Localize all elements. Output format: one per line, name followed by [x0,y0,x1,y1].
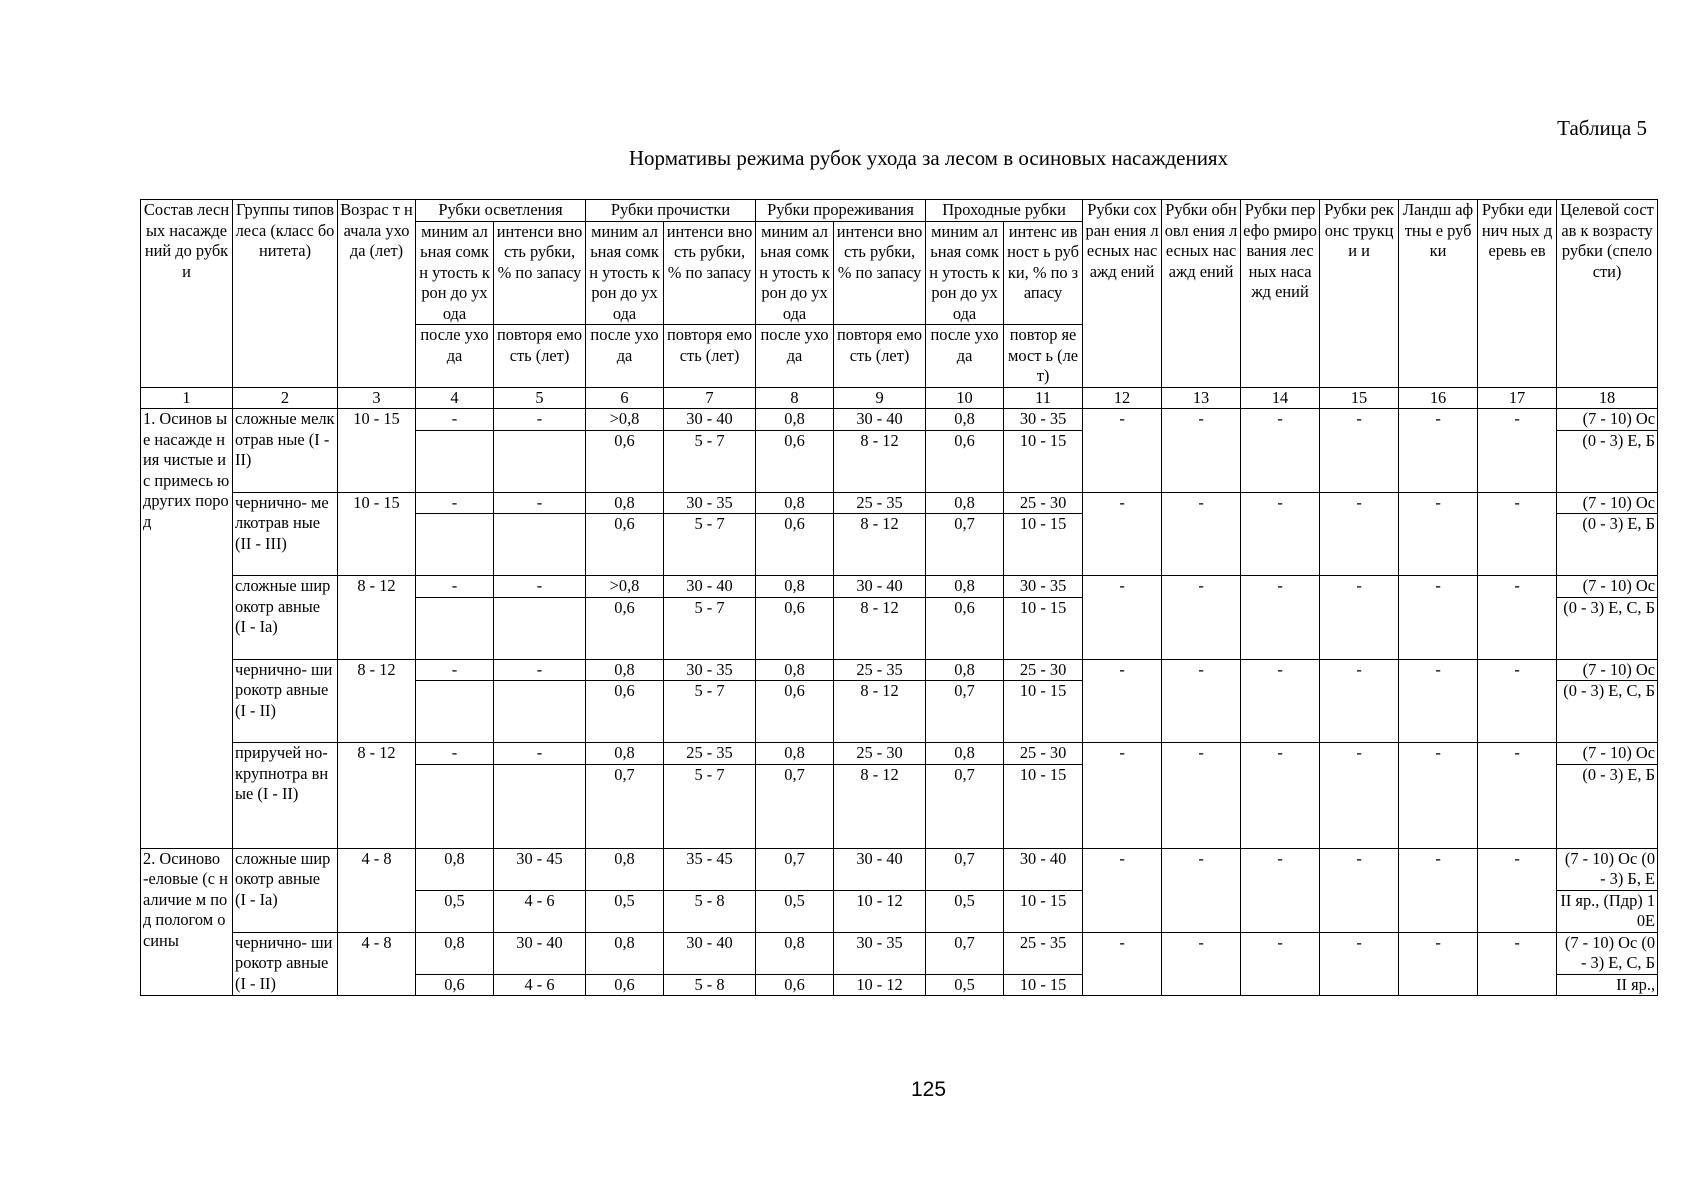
value-cell: 25 - 35 [664,743,756,765]
column-number-16: 16 [1399,387,1478,409]
value-cell: 0,6 [756,597,834,659]
value-cell: 0,8 [586,848,664,890]
header-repeat: повторя емость (лет) [834,325,926,388]
value-cell: - [1478,743,1557,849]
value-cell: 30 - 40 [834,848,926,890]
header-landscape: Ландш афтны е рубки [1399,200,1478,388]
value-cell: 0,6 [926,430,1004,492]
group-label: 2. Осиново -еловые (с наличие м под пологом осины [141,848,233,996]
forest-type-cell: приручей но- крупнотра вные (I - II) [233,743,338,849]
value-cell: 30 - 35 [834,932,926,974]
value-cell: 0,8 [756,659,834,681]
value-cell: - [1083,492,1162,576]
header-repeat: повторя емость (лет) [494,325,586,388]
value-cell: 30 - 40 [664,409,756,431]
column-number-11: 11 [1004,387,1083,409]
value-cell: 0,7 [926,848,1004,890]
value-cell: 10 - 15 [1004,890,1083,932]
value-cell: 0,8 [926,492,1004,514]
header-after-care: после ухода [756,325,834,388]
header-min-density: миним альная сомкн утость крон до ухода [926,221,1004,325]
value-cell: 0,6 [586,681,664,743]
value-cell: 8 - 12 [834,764,926,848]
column-number-row [141,387,1658,409]
value-cell: 25 - 35 [834,659,926,681]
value-cell: 10 - 15 [1004,597,1083,659]
table-row [141,848,1658,890]
start-age-cell: 8 - 12 [338,743,416,849]
value-cell: - [1320,409,1399,493]
header-intensity: интенси вность рубки, % по запасу [834,221,926,325]
value-cell: (0 - 3) Е, С, Б [1557,597,1658,659]
value-cell: 0,8 [586,659,664,681]
header-target: Целевой состав к возрасту рубки (спелости) [1557,200,1658,388]
value-cell: 0,6 [586,430,664,492]
value-cell: - [1241,659,1320,743]
header-repeat: повтор яемост ь (лет) [1004,325,1083,388]
forest-type-cell: сложные мелкотрав ные (I - II) [233,409,338,493]
value-cell: - [1162,932,1241,996]
value-cell: 0,8 [756,743,834,765]
start-age-cell: 10 - 15 [338,492,416,576]
value-cell: 0,6 [586,974,664,996]
value-cell: 0,8 [586,743,664,765]
value-cell: - [1241,576,1320,660]
value-cell: - [1162,576,1241,660]
value-cell: 0,7 [926,514,1004,576]
value-cell [494,597,586,659]
value-cell: 0,8 [586,492,664,514]
value-cell: - [1162,492,1241,576]
value-cell: 0,8 [756,576,834,598]
value-cell: 0,8 [586,932,664,974]
value-cell: - [1320,932,1399,996]
value-cell: 30 - 35 [1004,576,1083,598]
value-cell [494,430,586,492]
header-min-density: миним альная сомкн утость крон до ухода [586,221,664,325]
value-cell: - [1241,492,1320,576]
value-cell: >0,8 [586,576,664,598]
column-number-2: 2 [233,387,338,409]
value-cell: - [1083,743,1162,849]
column-number-17: 17 [1478,387,1557,409]
value-cell: - [494,492,586,514]
column-number-5: 5 [494,387,586,409]
value-cell: 30 - 35 [664,659,756,681]
header-after-care: после ухода [416,325,494,388]
value-cell: - [1399,932,1478,996]
column-number-7: 7 [664,387,756,409]
value-cell: - [1478,932,1557,996]
value-cell: (7 - 10) Ос [1557,576,1658,598]
value-cell: 10 - 15 [1004,974,1083,996]
start-age-cell: 8 - 12 [338,659,416,743]
value-cell: 0,5 [926,974,1004,996]
value-cell: 30 - 40 [834,409,926,431]
column-number-3: 3 [338,387,416,409]
header-min-density: миним альная сомкн утость крон до ухода [756,221,834,325]
value-cell: - [1083,659,1162,743]
start-age-cell: 8 - 12 [338,576,416,660]
value-cell: - [1399,659,1478,743]
value-cell: - [1320,659,1399,743]
value-cell: - [1399,409,1478,493]
value-cell: (0 - 3) Е, Б [1557,764,1658,848]
value-cell: 10 - 12 [834,974,926,996]
table-row [141,932,1658,974]
value-cell: 25 - 30 [1004,492,1083,514]
table-row [141,409,1658,431]
value-cell: 0,5 [586,890,664,932]
value-cell [416,764,494,848]
header-passage: Проходные рубки [926,200,1083,222]
value-cell: 0,5 [756,890,834,932]
value-cell [494,514,586,576]
value-cell: - [1399,848,1478,932]
value-cell: - [494,576,586,598]
header-min-density: миним альная сомкн утость крон до ухода [416,221,494,325]
value-cell: 0,7 [756,764,834,848]
table-label: Таблица 5 [1557,116,1647,140]
column-number-18: 18 [1557,387,1658,409]
forest-type-cell: чернично- широкотр авные (I - II) [233,932,338,996]
column-number-9: 9 [834,387,926,409]
value-cell: 5 - 7 [664,597,756,659]
value-cell: 0,7 [926,681,1004,743]
value-cell: - [416,659,494,681]
value-cell: 0,8 [926,409,1004,431]
column-number-6: 6 [586,387,664,409]
header-single-trees: Рубки единич ных деревь ев [1478,200,1557,388]
value-cell: (0 - 3) Е, С, Б [1557,681,1658,743]
value-cell: - [416,409,494,431]
value-cell: - [1399,492,1478,576]
value-cell: - [1241,743,1320,849]
header-reformation: Рубки перефо рмиро вания лесных насажд ений [1241,200,1320,388]
value-cell: 0,8 [756,409,834,431]
value-cell: - [1162,659,1241,743]
value-cell: 0,6 [926,597,1004,659]
header-reconstruction: Рубки реконс трукци и [1320,200,1399,388]
start-age-cell: 4 - 8 [338,932,416,996]
value-cell: 30 - 35 [664,492,756,514]
value-cell: 10 - 12 [834,890,926,932]
value-cell: 0,6 [416,974,494,996]
value-cell: 4 - 6 [494,974,586,996]
value-cell: - [1162,848,1241,932]
value-cell: - [1162,409,1241,493]
value-cell: - [1478,409,1557,493]
value-cell: (7 - 10) Ос [1557,743,1658,765]
value-cell: 8 - 12 [834,514,926,576]
forest-type-cell: сложные широкотр авные (I - Ia) [233,576,338,660]
value-cell: - [416,743,494,765]
value-cell: - [1478,492,1557,576]
value-cell: - [1083,932,1162,996]
forest-type-cell: чернично- мелкотрав ные (II - III) [233,492,338,576]
value-cell: 8 - 12 [834,681,926,743]
value-cell: (7 - 10) Ос (0 - 3) Б, Е [1557,848,1658,890]
value-cell: 0,5 [926,890,1004,932]
value-cell: (7 - 10) Ос (0 - 3) Е, С, Б [1557,932,1658,974]
table-row [141,743,1658,765]
column-number-14: 14 [1241,387,1320,409]
value-cell [416,597,494,659]
value-cell: 4 - 6 [494,890,586,932]
column-number-13: 13 [1162,387,1241,409]
group-1-body [141,409,1658,849]
value-cell [416,681,494,743]
value-cell [494,681,586,743]
value-cell: - [1478,576,1557,660]
column-number-1: 1 [141,387,233,409]
value-cell: 10 - 15 [1004,430,1083,492]
value-cell: (7 - 10) Ос [1557,492,1658,514]
header-row-1 [141,200,1658,222]
column-number-4: 4 [416,387,494,409]
value-cell: 35 - 45 [664,848,756,890]
value-cell: 0,7 [586,764,664,848]
group-2-body [141,848,1658,996]
header-repeat: повторя емость (лет) [664,325,756,388]
forest-type-cell: сложные широкотр авные (I - Ia) [233,848,338,932]
value-cell: 30 - 40 [664,932,756,974]
value-cell: 0,6 [756,430,834,492]
value-cell: (7 - 10) Ос [1557,659,1658,681]
value-cell: 5 - 8 [664,890,756,932]
page-number: 125 [910,1078,947,1101]
value-cell: (0 - 3) Е, Б [1557,430,1658,492]
header-after-care: после ухода [926,325,1004,388]
header-forest-groups: Группы типов леса (класс бонитета) [233,200,338,388]
value-cell: 5 - 7 [664,764,756,848]
group-label: 1. Осинов ые насажде ния чистые и с примесь ю других пород [141,409,233,849]
column-number-12: 12 [1083,387,1162,409]
standards-table [140,199,1658,996]
value-cell: - [1083,576,1162,660]
value-cell: - [1478,659,1557,743]
value-cell: 0,6 [756,681,834,743]
value-cell: 25 - 30 [1004,659,1083,681]
header-cleaning: Рубки прочистки [586,200,756,222]
forest-type-cell: чернично- широкотр авные (I - II) [233,659,338,743]
value-cell: - [1320,492,1399,576]
value-cell: II яр., (Пдр) 10Е [1557,890,1658,932]
value-cell: 5 - 8 [664,974,756,996]
value-cell: - [1320,848,1399,932]
value-cell: - [1478,848,1557,932]
value-cell: 0,8 [416,932,494,974]
value-cell: 30 - 40 [1004,848,1083,890]
column-number-15: 15 [1320,387,1399,409]
value-cell: 0,7 [756,848,834,890]
value-cell: 30 - 35 [1004,409,1083,431]
value-cell: - [494,659,586,681]
value-cell: 30 - 40 [664,576,756,598]
table-row [141,659,1658,681]
value-cell: - [1241,932,1320,996]
start-age-cell: 4 - 8 [338,848,416,932]
value-cell: - [1162,743,1241,849]
value-cell: >0,8 [586,409,664,431]
value-cell: 0,8 [756,932,834,974]
value-cell: - [1399,743,1478,849]
start-age-cell: 10 - 15 [338,409,416,493]
value-cell: 0,8 [926,659,1004,681]
value-cell: - [1399,576,1478,660]
value-cell: - [494,743,586,765]
value-cell: 10 - 15 [1004,514,1083,576]
value-cell: 10 - 15 [1004,764,1083,848]
value-cell: - [1320,576,1399,660]
value-cell: - [494,409,586,431]
header-intensity: интенс ивност ь рубки, % по запасу [1004,221,1083,325]
header-start-age: Возрас т начала ухода (лет) [338,200,416,388]
value-cell: 0,8 [416,848,494,890]
value-cell: 30 - 40 [834,576,926,598]
value-cell: (0 - 3) Е, Б [1557,514,1658,576]
value-cell: - [1320,743,1399,849]
value-cell: 0,6 [586,597,664,659]
header-after-care: после ухода [586,325,664,388]
value-cell [416,430,494,492]
value-cell: 30 - 45 [494,848,586,890]
value-cell: II яр., [1557,974,1658,996]
value-cell: - [1241,848,1320,932]
value-cell: 0,8 [926,576,1004,598]
table-row [141,576,1658,598]
value-cell: 25 - 30 [834,743,926,765]
value-cell: - [416,576,494,598]
column-number-8: 8 [756,387,834,409]
value-cell: 0,8 [756,492,834,514]
value-cell: 0,5 [416,890,494,932]
value-cell: 25 - 35 [834,492,926,514]
value-cell: 5 - 7 [664,514,756,576]
value-cell: 0,8 [926,743,1004,765]
value-cell: - [416,492,494,514]
value-cell: 30 - 40 [494,932,586,974]
value-cell: 10 - 15 [1004,681,1083,743]
value-cell: 5 - 7 [664,681,756,743]
value-cell: - [1083,409,1162,493]
header-intensity: интенси вность рубки, % по запасу [494,221,586,325]
header-thinning: Рубки прореживания [756,200,926,222]
header-clearing: Рубки осветления [416,200,586,222]
value-cell [416,514,494,576]
value-cell [494,764,586,848]
value-cell: 0,6 [756,514,834,576]
value-cell: 0,7 [926,764,1004,848]
document-title: Нормативы режима рубок ухода за лесом в осиновых насаждениях [628,146,1229,170]
value-cell: 0,6 [756,974,834,996]
value-cell: 25 - 35 [1004,932,1083,974]
value-cell: - [1241,409,1320,493]
table-row [141,492,1658,514]
value-cell: (7 - 10) Ос [1557,409,1658,431]
header-intensity: интенси вность рубки, % по запасу [664,221,756,325]
column-number-10: 10 [926,387,1004,409]
value-cell: 8 - 12 [834,430,926,492]
value-cell: 5 - 7 [664,430,756,492]
value-cell: 0,6 [586,514,664,576]
value-cell: 25 - 30 [1004,743,1083,765]
header-preservation: Рубки сохран ения лесных насажд ений [1083,200,1162,388]
value-cell: 8 - 12 [834,597,926,659]
header-composition: Состав лесных насажде ний до рубки [141,200,233,388]
value-cell: - [1083,848,1162,932]
header-renewal: Рубки обновл ения лесных насажд ений [1162,200,1241,388]
value-cell: 0,7 [926,932,1004,974]
